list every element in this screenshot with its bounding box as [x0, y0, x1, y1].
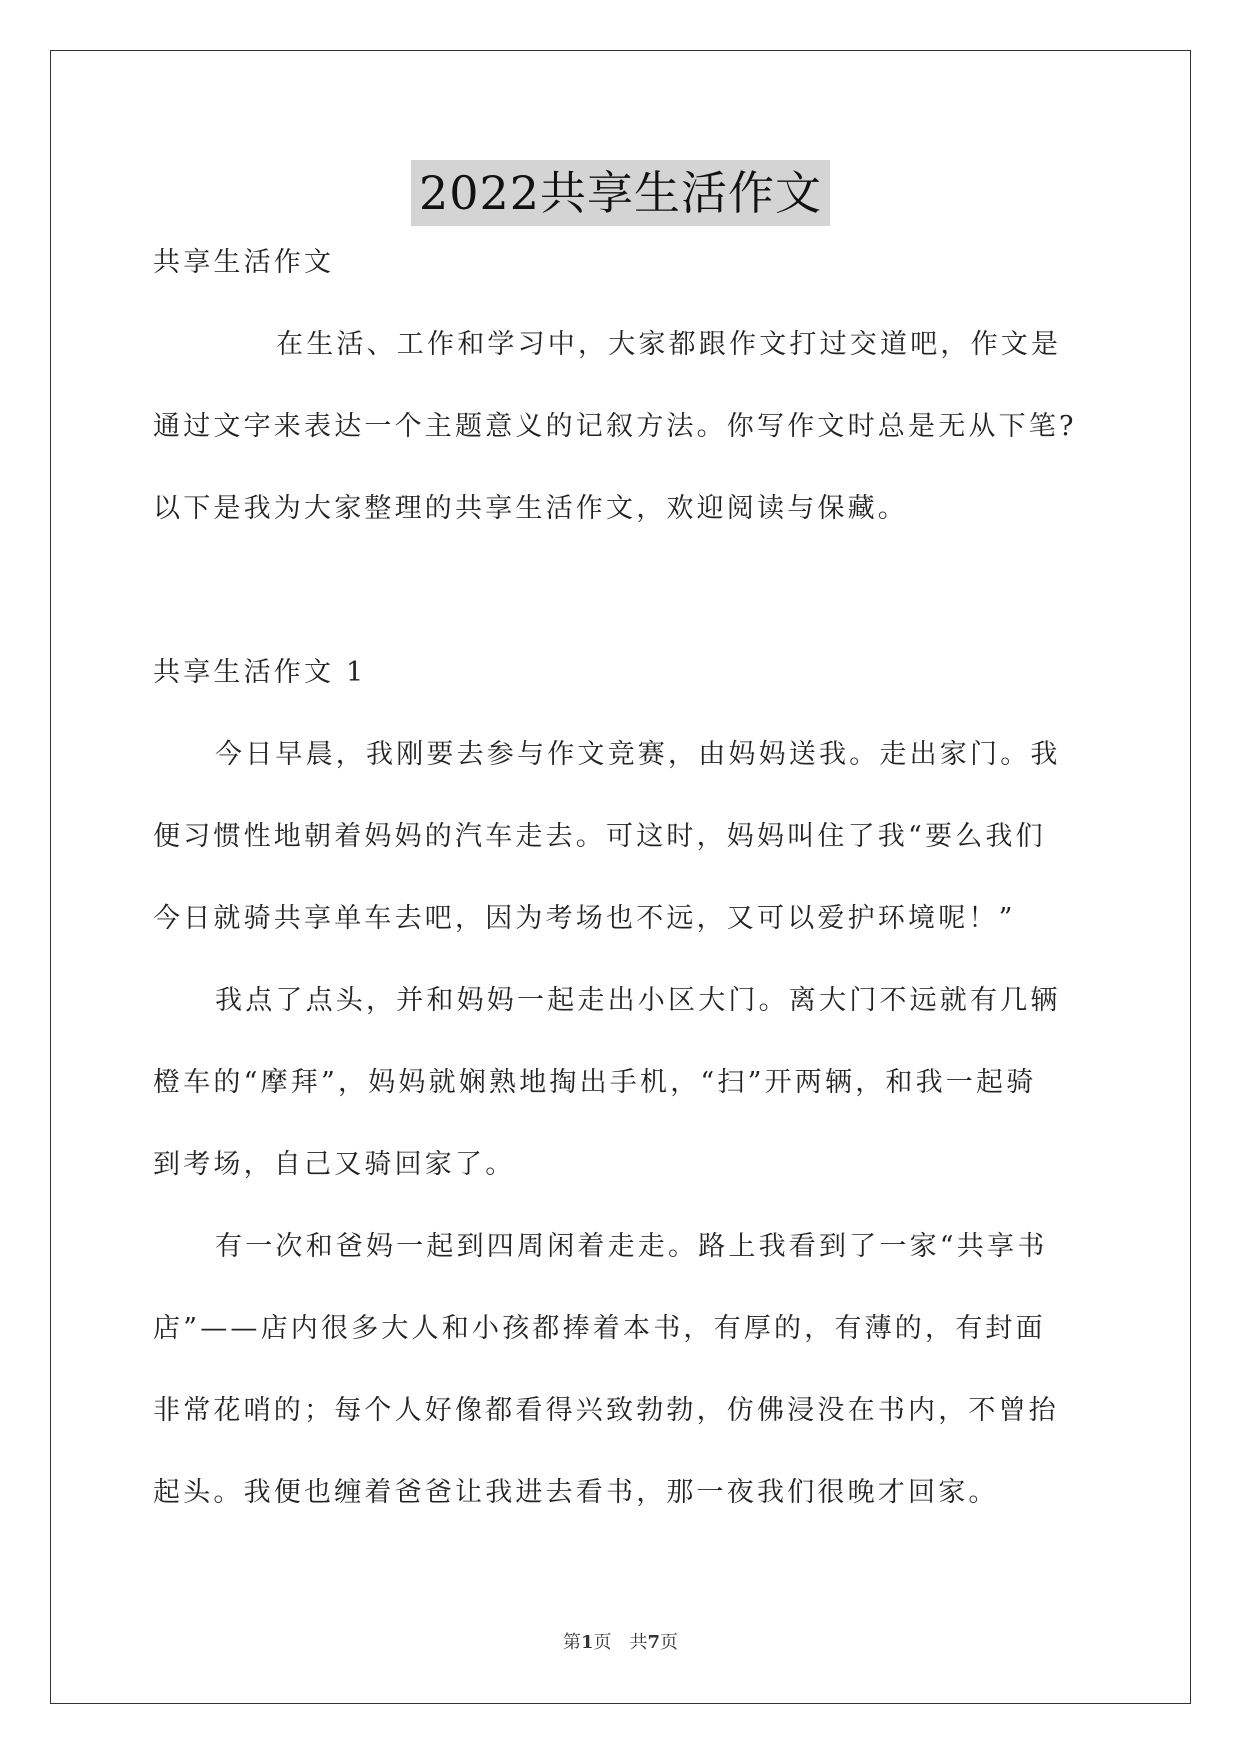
paragraph-line: 到考场，自己又骑回家了。 [153, 1149, 516, 1180]
section-heading: 共享生活作文 1 [153, 657, 367, 688]
intro-line: 在生活、工作和学习中，大家都跟作文打过交道吧，作文是 [276, 329, 1062, 360]
paragraph-line: 非常花哨的；每个人好像都看得兴致勃勃，仿佛浸没在书内，不曾抬 [153, 1395, 1059, 1426]
title-container [0, 160, 1241, 226]
document-title: 2022共享生活作文 [411, 160, 830, 226]
paragraph-line: 今日早晨，我刚要去参与作文竞赛，由妈妈送我。走出家门。我 [215, 739, 1061, 770]
paragraph-line: 我点了点头，并和妈妈一起走出小区大门。离大门不远就有几辆 [215, 985, 1061, 1016]
paragraph-line: 今日就骑共享单车去吧，因为考场也不远，又可以爱护环境呢！” [153, 903, 1016, 934]
intro-line: 通过文字来表达一个主题意义的记叙方法。你写作文时总是无从下笔? [153, 411, 1077, 442]
total-pages: 7 [647, 1632, 661, 1653]
intro-line: 以下是我为大家整理的共享生活作文，欢迎阅读与保藏。 [153, 493, 908, 524]
total-prefix: 共 [629, 1632, 648, 1653]
page-number: 1 [580, 1632, 594, 1653]
subtitle: 共享生活作文 [153, 247, 335, 278]
page-footer [0, 1628, 1241, 1654]
total-suffix: 页 [660, 1632, 679, 1653]
document-body [153, 232, 1093, 1544]
page-suffix: 页 [593, 1632, 612, 1653]
paragraph-line: 便习惯性地朝着妈妈的汽车走去。可这时，妈妈叫住了我“要么我们 [153, 821, 1046, 852]
page-prefix: 第 [562, 1632, 581, 1653]
paragraph-line: 有一次和爸妈一起到四周闲着走走。路上我看到了一家“共享书 [215, 1231, 1048, 1262]
paragraph-line: 起头。我便也缠着爸爸让我进去看书，那一夜我们很晚才回家。 [153, 1477, 999, 1508]
paragraph-line: 橙车的“摩拜”，妈妈就娴熟地掏出手机，“扫”开两辆，和我一起骑 [153, 1067, 1037, 1098]
paragraph-spacer [153, 560, 1093, 642]
paragraph-line: 店”——店内很多大人和小孩都捧着本书，有厚的，有薄的，有封面 [153, 1313, 1046, 1344]
